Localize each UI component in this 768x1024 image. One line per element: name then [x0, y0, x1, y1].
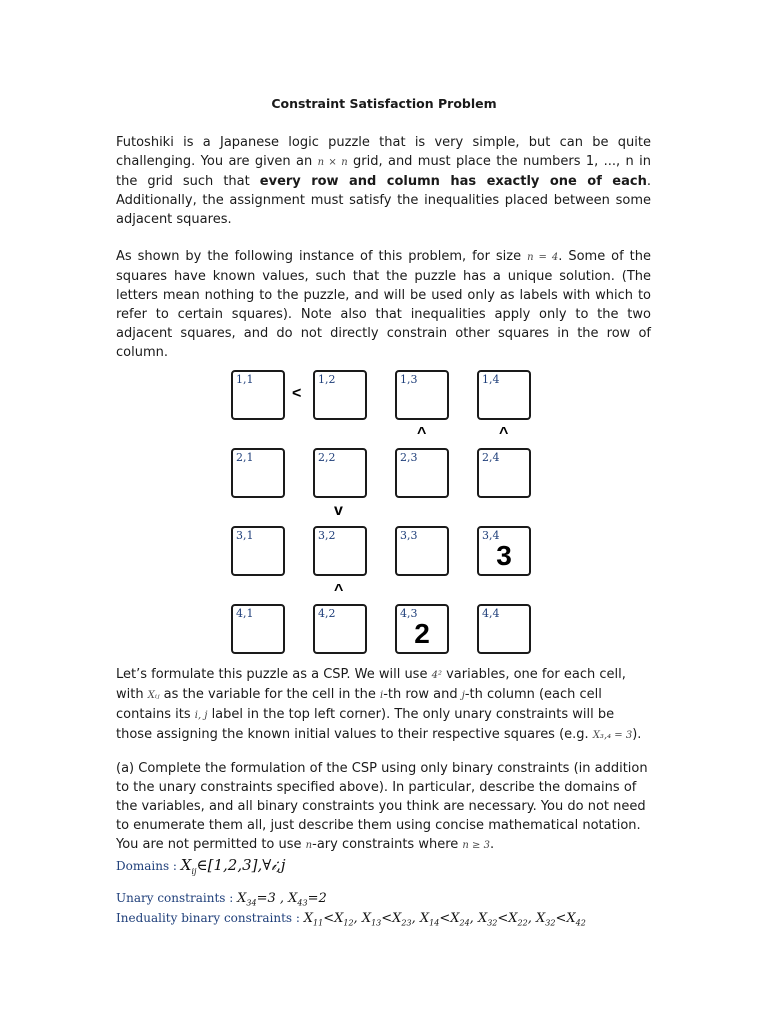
inequality-c2-r2-r3: v — [334, 502, 343, 519]
cell-label: 4,2 — [318, 607, 336, 620]
grid-cell-3-1 — [231, 526, 285, 576]
math-xij: Xᵢⱼ — [147, 690, 160, 701]
term-sub-right: 12 — [343, 918, 354, 928]
cell-label: 1,4 — [482, 373, 500, 386]
inequality-c2-r3-r4: ^ — [334, 582, 344, 599]
formulation-text-4: -th row and — [383, 687, 462, 702]
cell-label: 2,3 — [400, 451, 418, 464]
math-x34-equals-3: X₃,₄ = 3 — [592, 730, 633, 741]
grid-cell-3-2 — [313, 526, 367, 576]
cell-label: 2,4 — [482, 451, 500, 464]
grid-cell-4-1 — [231, 604, 285, 654]
term-sub-left: 11 — [313, 918, 324, 928]
formulation-text-6: label in the top left corner). The only unary constraints will be those assigning the known initial values to their respective squares (e.g. — [116, 707, 615, 742]
grid-cell-4-2 — [313, 604, 367, 654]
question-paragraph — [116, 759, 651, 855]
cell-label: 3,3 — [400, 529, 418, 542]
inequality-expression: $X_{11}<X_{12}$, $X_{13}<X_{23}$, $X_{14}<X_{24}$, $X_{32}<X_{22}$, $X_{32}<X_{42}$ — [303, 911, 586, 928]
domains-var: X — [180, 856, 192, 874]
grid-cell-1-3 — [395, 370, 449, 420]
term-sub-right: 23 — [401, 918, 412, 928]
inequality-term: $X_{11}<X_{12}$ — [303, 911, 354, 928]
formulation-text-7: ). — [632, 727, 642, 742]
math-i-j: i, j — [194, 710, 208, 721]
grid-cell-2-4 — [477, 448, 531, 498]
formulation-text-2: variables, one for each cell, with — [116, 667, 626, 702]
math-n-equals-4: n = 4 — [527, 252, 559, 263]
grid-cell-4-4 — [477, 604, 531, 654]
cell-label: 3,4 — [482, 529, 500, 542]
formulation-paragraph — [116, 665, 651, 745]
formulation-text-5: -th column (each cell contains its — [116, 687, 602, 722]
cell-label: 2,1 — [236, 451, 254, 464]
term-sub-left: 32 — [545, 918, 556, 928]
inequality-r1-c1-c2: < — [292, 385, 302, 402]
instance-text-1: As shown by the following instance of this problem, for size — [116, 249, 528, 264]
formulation-text-3: as the variable for the cell in the — [159, 687, 380, 702]
term-sub-right: 24 — [459, 918, 470, 928]
grid-cell-1-4 — [477, 370, 531, 420]
cell-value: 2 — [414, 618, 430, 649]
inequality-term: $X_{32}<X_{42}$ — [536, 911, 586, 928]
inequality-c3-r1-r2: ^ — [417, 425, 427, 442]
grid-cell-3-3 — [395, 526, 449, 576]
math-n: n — [305, 840, 313, 851]
domains-answer — [116, 856, 286, 876]
unary-val-2: =2 — [307, 891, 327, 906]
domains-label: Domains : — [116, 859, 177, 873]
intro-paragraph — [116, 133, 651, 229]
term-sub-left: 14 — [429, 918, 440, 928]
cell-label: 1,3 — [400, 373, 418, 386]
unary-sub-1: 34 — [246, 898, 257, 908]
cell-value: 3 — [496, 540, 512, 571]
unary-var-1: X — [237, 891, 247, 906]
cell-label: 2,2 — [318, 451, 336, 464]
page-title: Constraint Satisfaction Problem — [271, 96, 497, 111]
inequality-label: Ineduality binary constraints : — [116, 911, 300, 925]
term-sub-right: 22 — [517, 918, 528, 928]
inequality-term: $X_{14}<X_{24}$ — [419, 911, 470, 928]
cell-label: 4,3 — [400, 607, 418, 620]
instance-text-2: . Some of the squares have known values, such that the puzzle has a unique solution. (The letters mean nothing to the puzzle, and will be used only as labels with which to refer to certain squares). Note also that inequalities apply only to the two adjacent squares, and do not directly constrain other squares in the row of column. — [116, 249, 651, 360]
math-i: i — [379, 690, 384, 701]
math-j: j — [461, 690, 465, 701]
grid-cell-3-4 — [477, 526, 531, 576]
inequality-term: $X_{13}<X_{23}$ — [361, 911, 412, 928]
grid-cell-2-2 — [313, 448, 367, 498]
cell-label: 3,2 — [318, 529, 336, 542]
inequality-term: $X_{32}<X_{22}$ — [477, 911, 528, 928]
grid-cell-2-3 — [395, 448, 449, 498]
unary-var-2: X — [288, 891, 298, 906]
intro-bold-rule: every row and column has exactly one of each — [259, 174, 647, 189]
grid-cell-4-3 — [395, 604, 449, 654]
intro-text-3: . Additionally, the assignment must satisfy the inequalities placed between some adjacent squares. — [116, 174, 651, 227]
unary-answer — [116, 891, 327, 908]
unary-sub-2: 43 — [297, 898, 308, 908]
unary-val-1: =3 , — [256, 891, 289, 906]
intro-text-1: Futoshiki is a Japanese logic puzzle that is very simple, but can be quite challenging. You are given an — [116, 135, 651, 169]
question-text-2: -ary constraints where — [312, 837, 463, 852]
term-sub-right: 42 — [575, 918, 586, 928]
inequality-answer — [116, 911, 586, 928]
unary-expression — [237, 891, 327, 906]
domains-sub: ij — [191, 867, 197, 876]
question-text-3: . — [489, 837, 495, 852]
cell-label: 4,4 — [482, 607, 500, 620]
math-n-geq-3: n ≥ 3 — [462, 840, 490, 851]
cell-label: 4,1 — [236, 607, 254, 620]
cell-label: 1,1 — [236, 373, 254, 386]
math-n-by-n: n × n — [317, 157, 348, 168]
grid-cell-1-1 — [231, 370, 285, 420]
formulation-text-1: Let’s formulate this puzzle as a CSP. We will use — [116, 667, 432, 682]
grid-cell-1-2 — [313, 370, 367, 420]
math-4-squared: 4² — [431, 670, 442, 681]
grid-cell-2-1 — [231, 448, 285, 498]
domains-expression — [181, 856, 286, 874]
question-text-1: (a) Complete the formulation of the CSP using only binary constraints (in addition to the unary constraints specified above). In particular, describe the domains of the variables, and all binary constraints you think are necessary. You do not need to enumerate them all, just describe them using concise mathematical notation. You are not permitted to use — [116, 761, 648, 852]
domains-rest: ∈[1,2,3],∀𝒾,j — [196, 856, 286, 874]
cell-label: 1,2 — [318, 373, 336, 386]
term-sub-left: 13 — [371, 918, 382, 928]
term-sub-left: 32 — [487, 918, 498, 928]
cell-label: 3,1 — [236, 529, 254, 542]
intro-text-2: grid, and must place the numbers 1, ..., n in the grid such that — [116, 154, 651, 189]
inequality-c4-r1-r2: ^ — [499, 425, 509, 442]
unary-label: Unary constraints : — [116, 891, 234, 905]
instance-paragraph — [116, 247, 651, 362]
